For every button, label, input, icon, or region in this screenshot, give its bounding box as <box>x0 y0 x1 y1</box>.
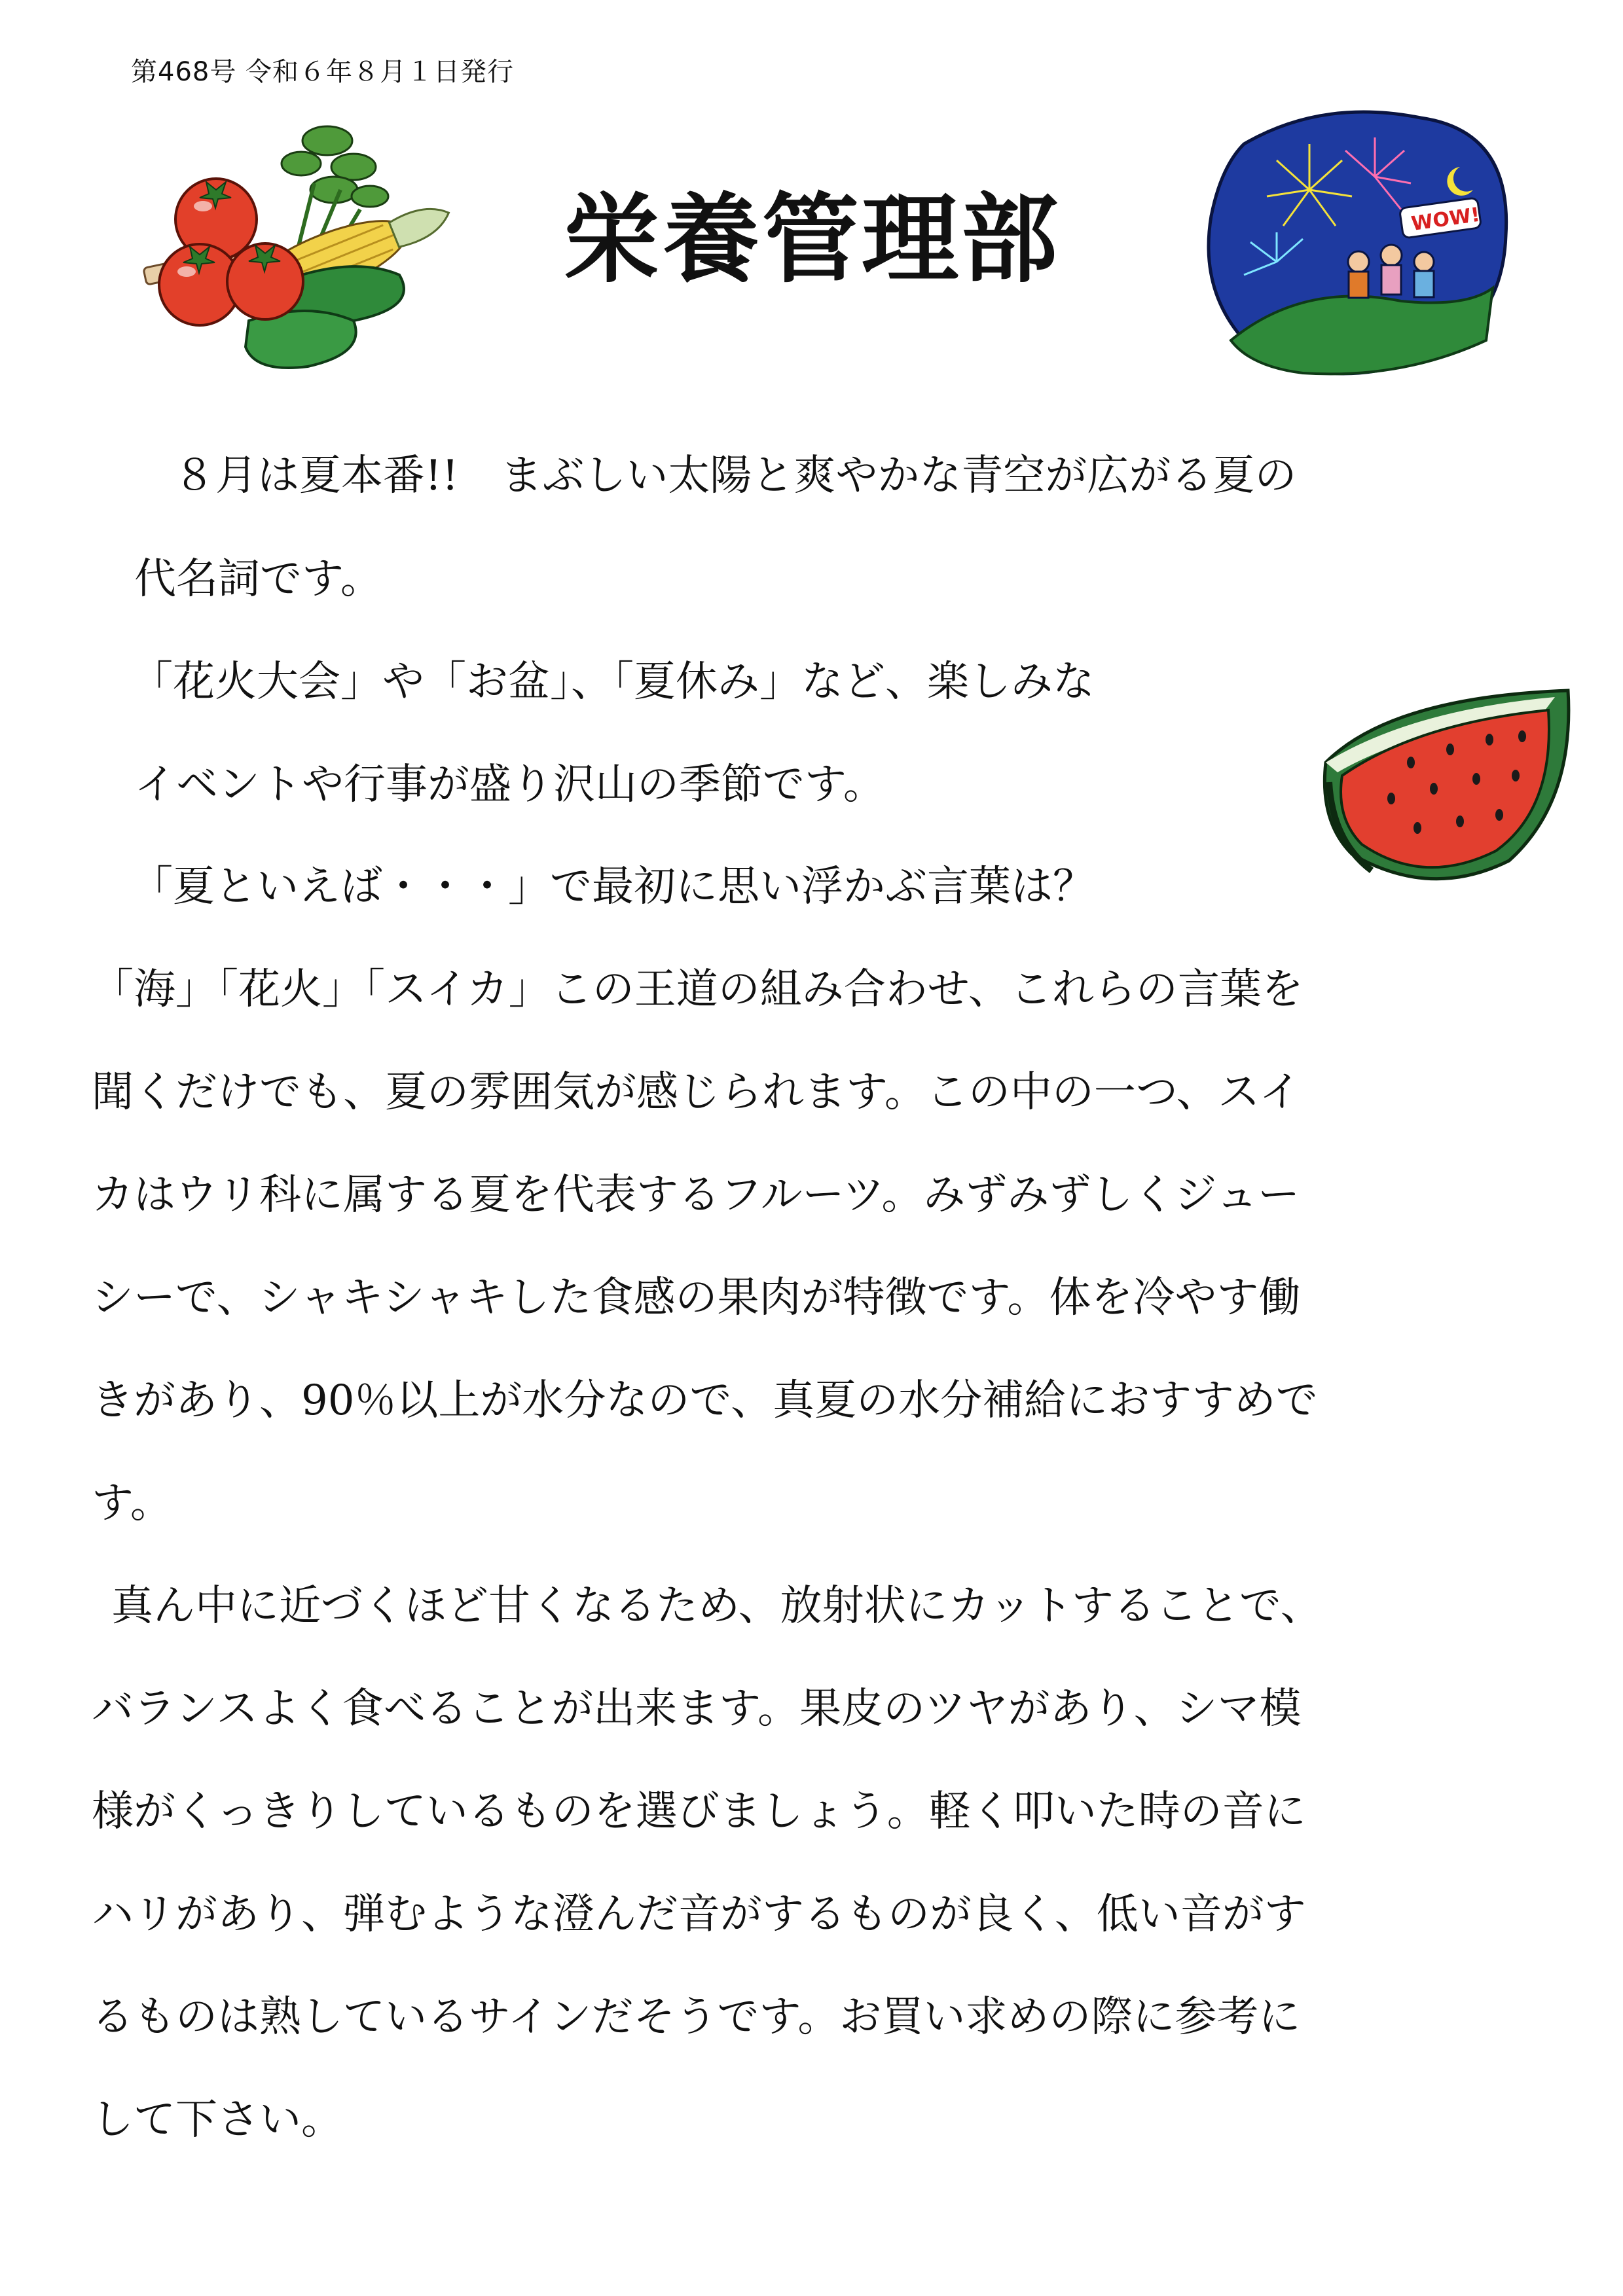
body-line: 真ん中に近づくほど甘くなるため、放射状にカットすることで、 <box>111 1582 1322 1630</box>
body-line: イベントや行事が盛り沢山の季節です。 <box>134 761 885 809</box>
body-line: 聞くだけでも、夏の雰囲気が感じられます。この中の一つ、スイ <box>92 1068 1302 1117</box>
body-line: 様がくっきりしているものを選びましょう。軽く叩いた時の音に <box>92 1787 1306 1836</box>
watermelon-illustration <box>1313 684 1581 900</box>
body-line: カはウリ科に属する夏を代表するフルーツ。みずみずしくジュー <box>92 1171 1300 1219</box>
vegetables-illustration <box>137 111 465 393</box>
body-line: 「夏といえば・・・」で最初に思い浮かぶ言葉は？ <box>131 863 1095 911</box>
page-title: 栄養管理部 <box>563 183 1061 296</box>
body-line: るものは熟しているサインだそうです。お買い求めの際に参考に <box>92 1993 1301 2041</box>
body-line: す。 <box>92 1479 172 1528</box>
body-line: ８月は夏本番!! まぶしい太陽と爽やかな青空が広がる夏の <box>173 452 1297 500</box>
body-line: 代名詞です。 <box>134 555 382 603</box>
body-line: して下さい。 <box>92 2096 343 2144</box>
body-line: シーで、シャキシャキした食感の果肉が特徴です。体を冷やす働 <box>92 1274 1301 1322</box>
body-line: 「海」「花火」「スイカ」この王道の組み合わせ、これらの言葉を <box>92 965 1304 1014</box>
body-line: バランスよく食べることが出来ます。果皮のツヤがあり、シマ模 <box>92 1685 1302 1733</box>
body-line: 「花火大会」や「お盆」、「夏休み」など、楽しみな <box>131 658 1095 706</box>
body-line: きがあり、90％以上が水分なので、真夏の水分補給におすすめで <box>92 1376 1318 1425</box>
body-line: ハリがあり、弾むような澄んだ音がするものが良く、低い音がす <box>92 1890 1306 1939</box>
fireworks-illustration <box>1205 105 1512 393</box>
wow-text: WOW! <box>1410 203 1482 236</box>
issue-date: 第468号 令和６年８月１日発行 <box>131 57 515 87</box>
